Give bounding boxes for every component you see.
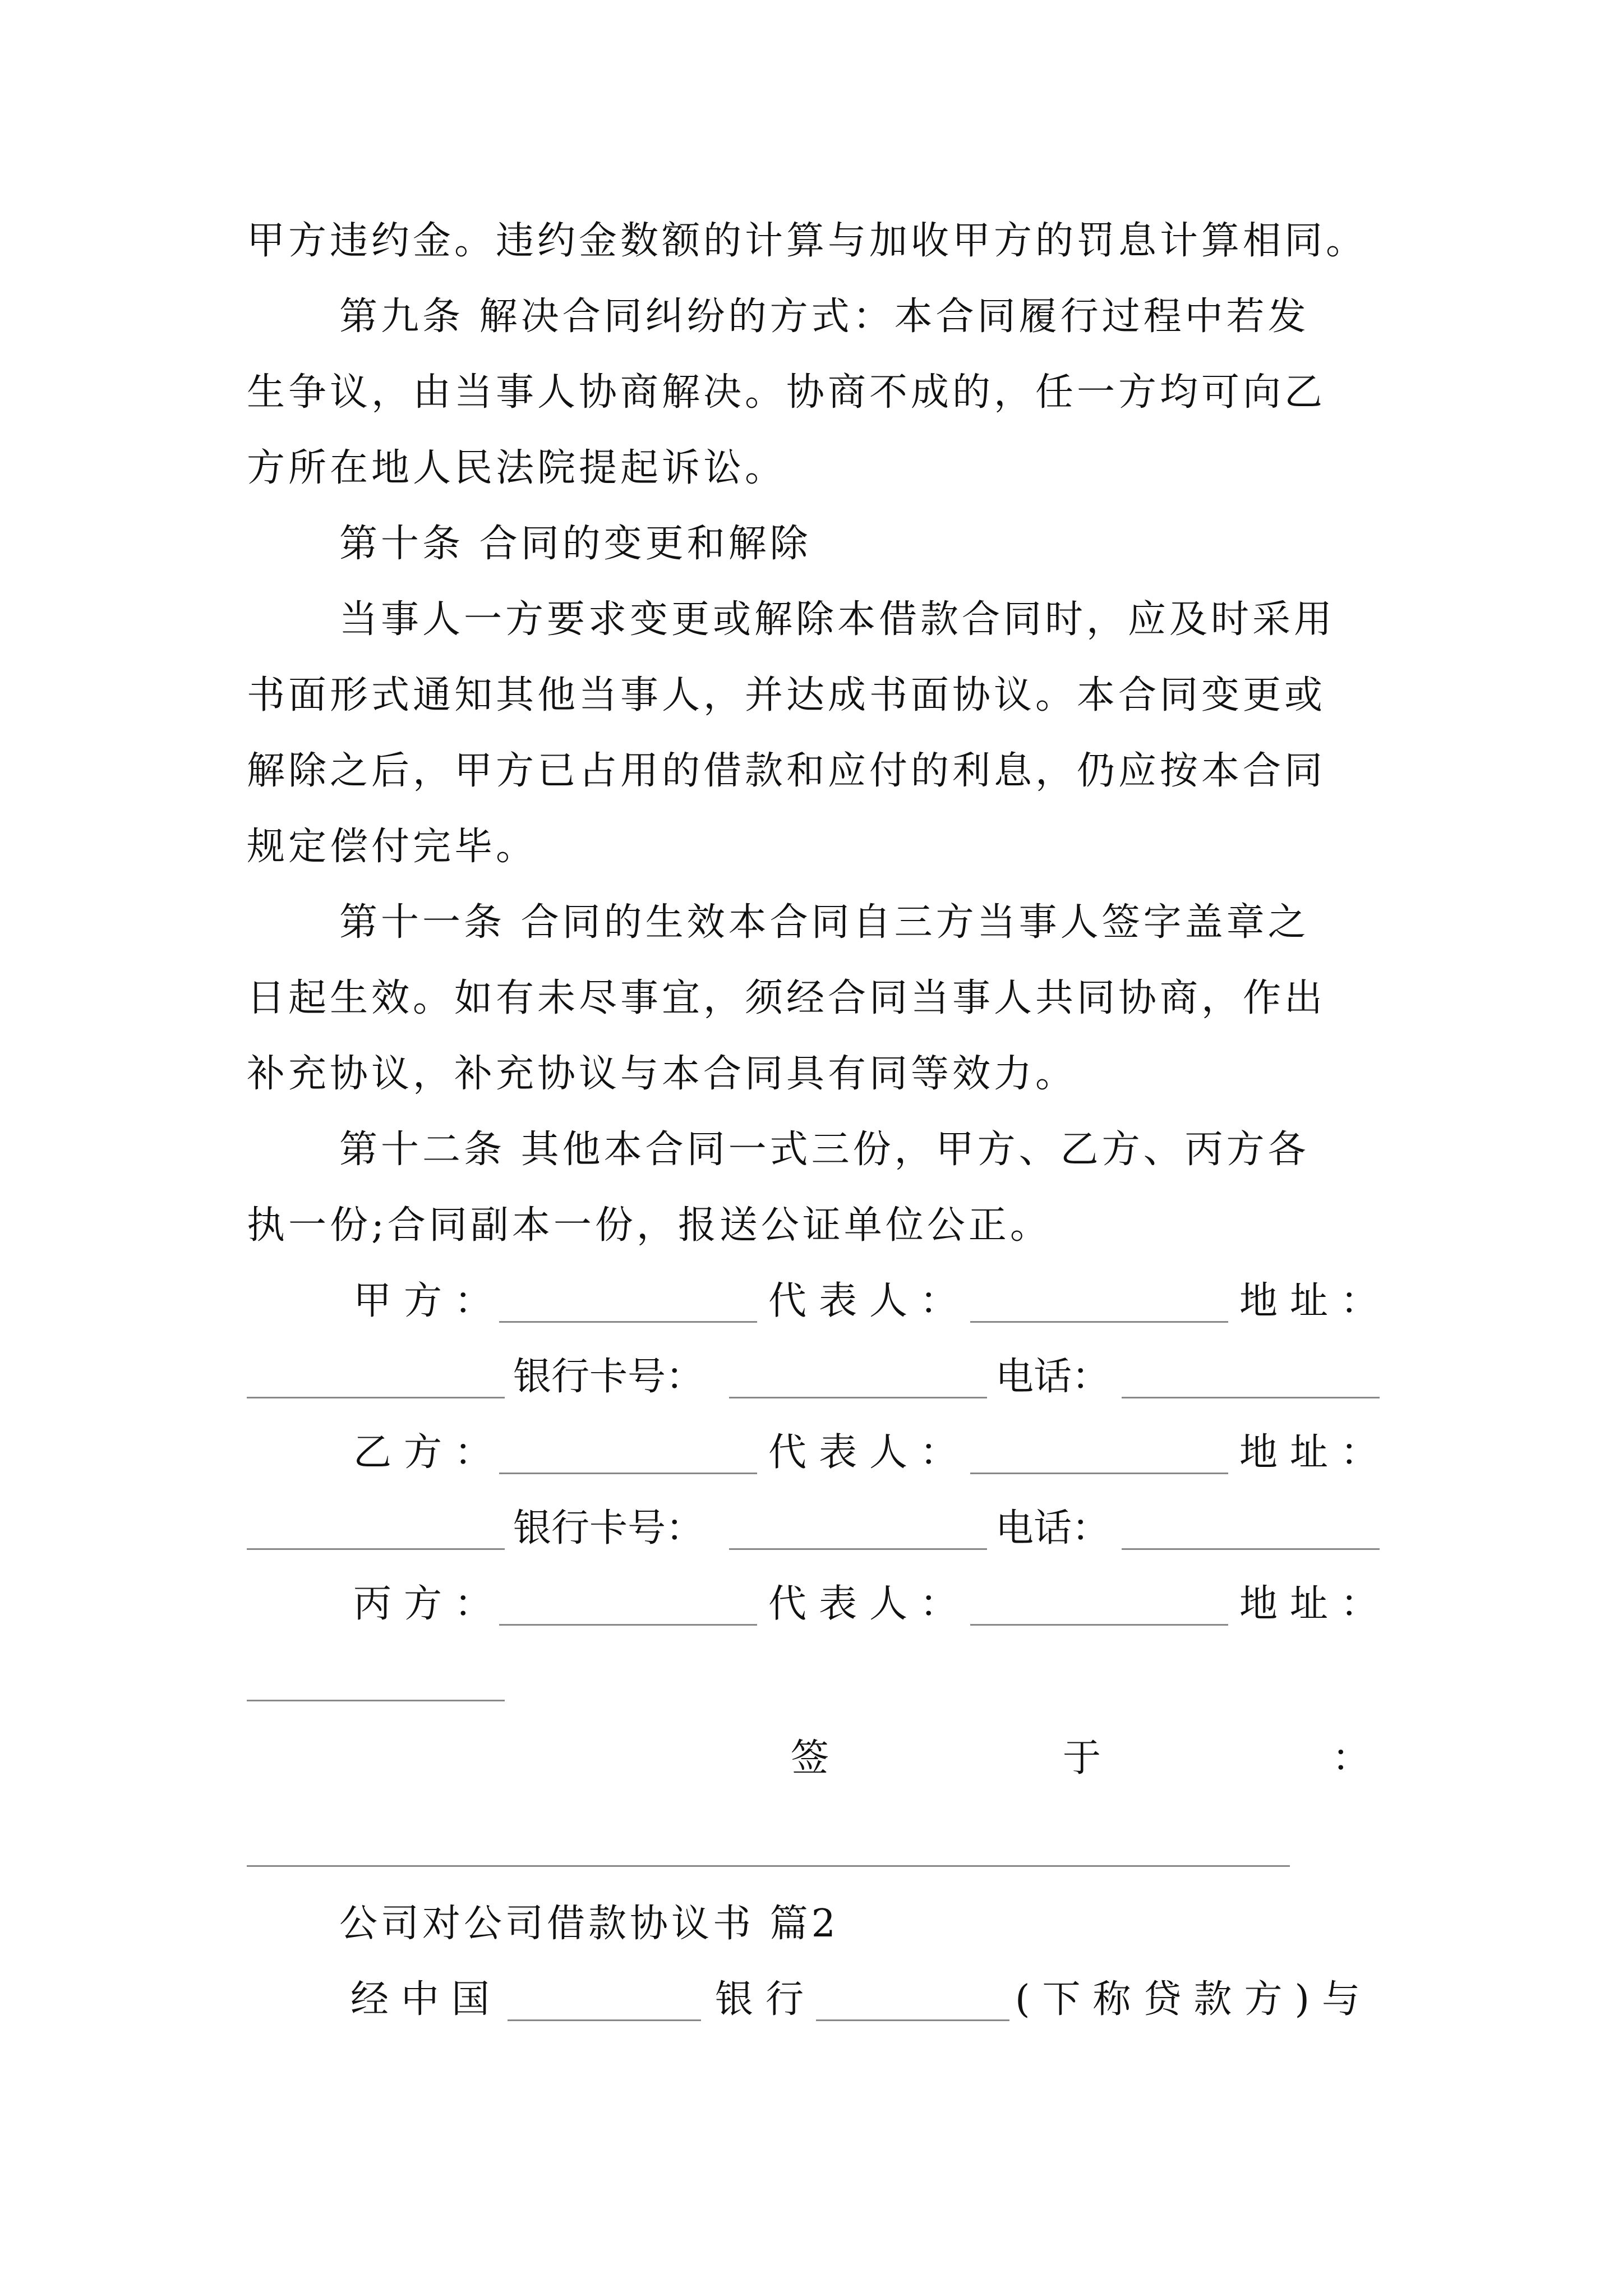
sign-char: 签 [791, 1736, 829, 1780]
party-a-rep-blank [970, 1321, 1228, 1323]
party-a-addr-label: 地址： [1239, 1279, 1391, 1323]
party-b-phone-label: 电话： [995, 1506, 1110, 1550]
party-a-bank-label: 银行卡号： [513, 1355, 704, 1399]
paragraph-line: 补充协议，补充协议与本合同具有同等效力。 [247, 1052, 1077, 1096]
party-a-bank-blank [729, 1397, 987, 1398]
bank-name-blank [508, 2019, 701, 2021]
sign-char: 于 [1063, 1736, 1101, 1780]
party-b-addr-label: 地址： [1239, 1430, 1391, 1475]
party-a-name-blank [499, 1321, 757, 1323]
party-b-addr-blank [247, 1548, 505, 1550]
paragraph-line: 生争议，由当事人协商解决。协商不成的，任一方均可向乙 [247, 370, 1326, 415]
article-12-heading: 第十二条 其他本合同一式三份，甲方、乙方、丙方各 [339, 1128, 1310, 1172]
paragraph-line: 规定偿付完毕。 [247, 825, 538, 869]
paragraph-line: 解除之后，甲方已占用的借款和应付的利息，仍应按本合同 [247, 749, 1326, 793]
party-a-phone-blank [1122, 1397, 1380, 1398]
party-c-name-blank [499, 1624, 757, 1626]
paragraph-line: 日起生效。如有未尽事宜，须经合同当事人共同协商，作出 [247, 976, 1326, 1020]
section2-line-part: 银行 [715, 1977, 817, 2022]
branch-name-blank [816, 2019, 1009, 2021]
party-a-addr-blank [247, 1397, 505, 1398]
paragraph-line: 书面形式通知其他当事人，并达成书面协议。本合同变更或 [247, 673, 1326, 717]
party-c-addr-label: 地址： [1239, 1582, 1391, 1626]
party-a-rep-label: 代表人： [768, 1279, 971, 1323]
section2-line-part: 经中国 [351, 1977, 502, 2022]
signature-blank [247, 1865, 1290, 1867]
party-b-name-blank [499, 1473, 757, 1474]
paragraph-line: 甲方违约金。违约金数额的计算与加收甲方的罚息计算相同。 [247, 219, 1368, 263]
party-b-phone-blank [1122, 1548, 1380, 1550]
party-a-label: 甲方： [353, 1279, 505, 1323]
article-9-heading: 第九条 解决合同纠纷的方式：本合同履行过程中若发 [339, 295, 1310, 339]
party-c-label: 丙方： [353, 1582, 505, 1626]
article-11-heading: 第十一条 合同的生效本合同自三方当事人签字盖章之 [339, 900, 1310, 945]
party-b-label: 乙方： [353, 1430, 505, 1475]
article-10-heading: 第十条 合同的变更和解除 [339, 522, 811, 566]
party-b-rep-blank [970, 1473, 1228, 1474]
party-c-rep-blank [970, 1624, 1228, 1626]
paragraph-line: 执一份;合同副本一份，报送公证单位公正。 [247, 1203, 1052, 1248]
party-b-rep-label: 代表人： [768, 1430, 971, 1475]
sign-colon: ： [1332, 1736, 1371, 1780]
paragraph-line: 当事人一方要求变更或解除本借款合同时，应及时采用 [339, 597, 1336, 642]
section2-line-part: (下称贷款方)与 [1015, 1977, 1373, 2022]
party-c-rep-label: 代表人： [768, 1582, 971, 1626]
party-b-bank-blank [729, 1548, 987, 1550]
paragraph-line: 方所在地人民法院提起诉讼。 [247, 446, 787, 490]
party-c-addr-blank [247, 1700, 505, 1701]
party-a-phone-label: 电话： [995, 1355, 1110, 1399]
section2-title: 公司对公司借款协议书 篇2 [339, 1902, 839, 1946]
party-b-bank-label: 银行卡号： [513, 1506, 704, 1550]
